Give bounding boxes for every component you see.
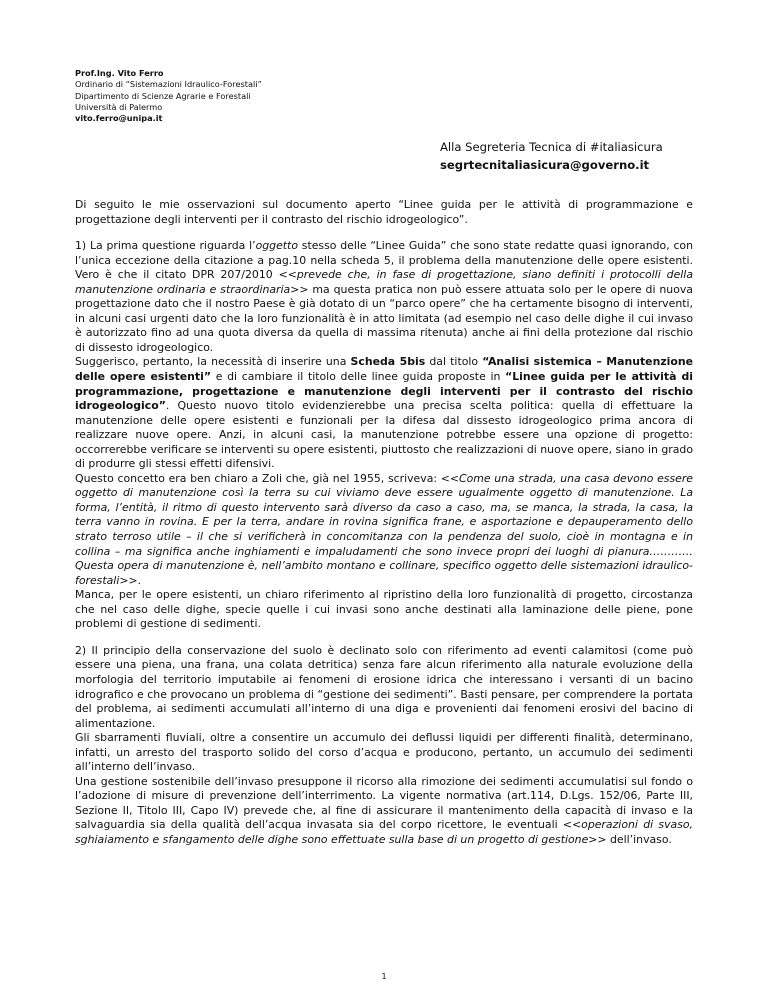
sender-position: Ordinario di “Sistemazioni Idraulico-Forestali”	[75, 79, 262, 90]
paragraph-1	[75, 239, 693, 355]
p2-bold-b: “Analisi sistemica – Manutenzione delle opere esistenti”	[75, 355, 694, 384]
paragraph-3	[75, 472, 693, 588]
p2-bold-c: “Linee guida per le attività di programmazione, progettazione e manutenzione degli interventi per il contrasto del rischio idrogeologico”	[75, 370, 693, 413]
p1-italic-b: prevede che, in fase di progettazione, siano definiti i protocolli della manutenzione ordinaria e straordinaria	[75, 268, 693, 296]
p2-text-c: e di cambiare il titolo delle linee guida proposte in	[211, 370, 506, 384]
paragraph-2	[75, 355, 693, 471]
sender-department: Dipartimento di Scienze Agrarie e Forestali	[75, 90, 251, 101]
recipient-block	[440, 139, 663, 174]
p1-text-b: stesso delle “Linee Guida” che sono state redatte quasi ignorando, con l’unica eccezione della citazione a pag.10 nella scheda 5, il problema della manutenzione delle opere esistenti. Vero è che il citato DPR 207/2010 <<	[75, 239, 693, 282]
p2-text-a: Suggerisco, pertanto, la necessità di inserire una	[75, 355, 351, 369]
paragraph-7	[75, 775, 693, 848]
paragraph-4: Manca, per le opere esistenti, un chiaro riferimento al ripristino della loro funzionalità di progetto, circostanza che nel caso delle dighe, specie quelle i cui invasi sono anche destinati alla laminazione delle piene, pone problemi di gestione di sedimenti.	[75, 588, 693, 631]
p1-italic-a: oggetto	[255, 239, 298, 253]
p3-text-b: >>.	[119, 573, 142, 587]
sender-name: Prof.Ing. Vito Ferro	[75, 68, 164, 78]
p7-text-a: Una gestione sostenibile dell’invaso presuppone il ricorso alla rimozione dei sedimenti accumulatisi sul fondo o l’adozione di misure di prevenzione dell’interrimento. La vigente normativa (art.114, D.Lgs. 152/06, Parte III, Sezione II, Titolo III, Capo IV) prevede che, al fine di assicurare il mantenimento della capacità di invaso e la salvaguardia sia della qualità dell’acqua invasata sia del corpo ricettore, le eventuali <<	[75, 774, 693, 832]
p7-italic-a: operazioni di svaso, sghiaiamento e sfangamento delle dighe sono effettuate sulla base di un progetto di gestione	[75, 818, 694, 846]
p2-text-b: dal titolo	[425, 355, 483, 369]
page-number: 1	[381, 972, 387, 981]
p2-bold-a: Scheda 5bis	[350, 355, 426, 369]
p3-quote: Come una strada, una casa devono essere oggetto di manutenzione così la terra su cui viviamo deve essere ugualmente oggetto di manutenzione. La forma, l’entità, il ritmo di questo intervento sarà diverso da caso a caso, ma, se manca, la strada, la casa, la terra vanno in rovina. E per la terra, andare in rovina significa frane, e asportazione e depauperamento dello strato terroso utile – il che si verificherà in concomitanza con la pendenza del suolo, cioè in montagna e in collina – ma significa anche inghiamenti e impaludamenti che sono invece propri dei luoghi di pianura………… Questa opera di manutenzione è, nell’ambito montano e collinare, specifico oggetto delle sistemazioni idraulico-forestali	[75, 471, 693, 587]
letter-body	[75, 198, 693, 848]
p1-text-c: >> ma questa pratica non può essere attuata solo per le opere di nuova progettazione dato che il nostro Paese è già dotato di un “parco opere” che ha certamente bisogno di interventi, in alcuni casi urgenti dato che la loro funzionalità è in atto limitata (ad esempio nel caso delle dighe il cui invaso è autorizzato fino ad una quota diversa da quella di massima ritenuta) anche ai fini della protezione dal rischio di dissesto idrogeologico.	[75, 282, 693, 354]
p2-text-d: . Questo nuovo titolo evidenzierebbe una precisa scelta politica: quella di effettuare la manutenzione delle opere esistenti e funzionali per la difesa dal dissesto idrogeologico prima ancora di realizzare nuove opere. Anzi, in alcuni casi, la manutenzione potrebbe essere una opzione di progetto: occorrerebbe verificare se interventi su opere esistenti, piuttosto che realizzazioni di nuove opere, siano in grado di produrre gli stessi effetti difensivi.	[75, 399, 693, 471]
p7-text-b: >> dell’invaso.	[588, 832, 672, 846]
p1-text-a: 1) La prima questione riguarda l’	[75, 239, 256, 253]
sender-block	[75, 68, 262, 124]
p3-text-a: Questo concetto era ben chiaro a Zoli che, già nel 1955, scriveva: <<	[75, 471, 459, 485]
sender-email: vito.ferro@unipa.it	[75, 113, 163, 124]
sender-university: Università di Palermo	[75, 101, 163, 112]
recipient-line: Alla Segreteria Tecnica di #italiasicura	[440, 140, 663, 154]
recipient-email: segrtecnitaliasicura@governo.it	[440, 157, 650, 172]
paragraph-5: 2) Il principio della conservazione del suolo è declinato solo con riferimento ad eventi calamitosi (come può essere una piena, una frana, una colata detritica) senza fare alcun riferimento alla naturale evoluzione della morfologia del territorio imputabile ai fenomeni di erosione idrica che interessano i versanti di un bacino idrografico e che provocano un problema di “gestione dei sedimenti”. Basti pensare, per comprendere la portata del problema, ai sedimenti accumulati all’interno di una diga e provenienti dai fenomeni erosivi del bacino di alimentazione.	[75, 643, 693, 730]
paragraph-6: Gli sbarramenti fluviali, oltre a consentire un accumulo dei deflussi liquidi per differenti finalità, determinano, infatti, un arresto del trasporto solido del corso d’acqua e producono, pertanto, un accumulo dei sedimenti all’interno dell’invaso.	[75, 731, 693, 774]
intro-paragraph: Di seguito le mie osservazioni sul documento aperto “Linee guida per le attività di programmazione e progettazione degli interventi per il contrasto del rischio idrogeologico”.	[75, 198, 693, 226]
